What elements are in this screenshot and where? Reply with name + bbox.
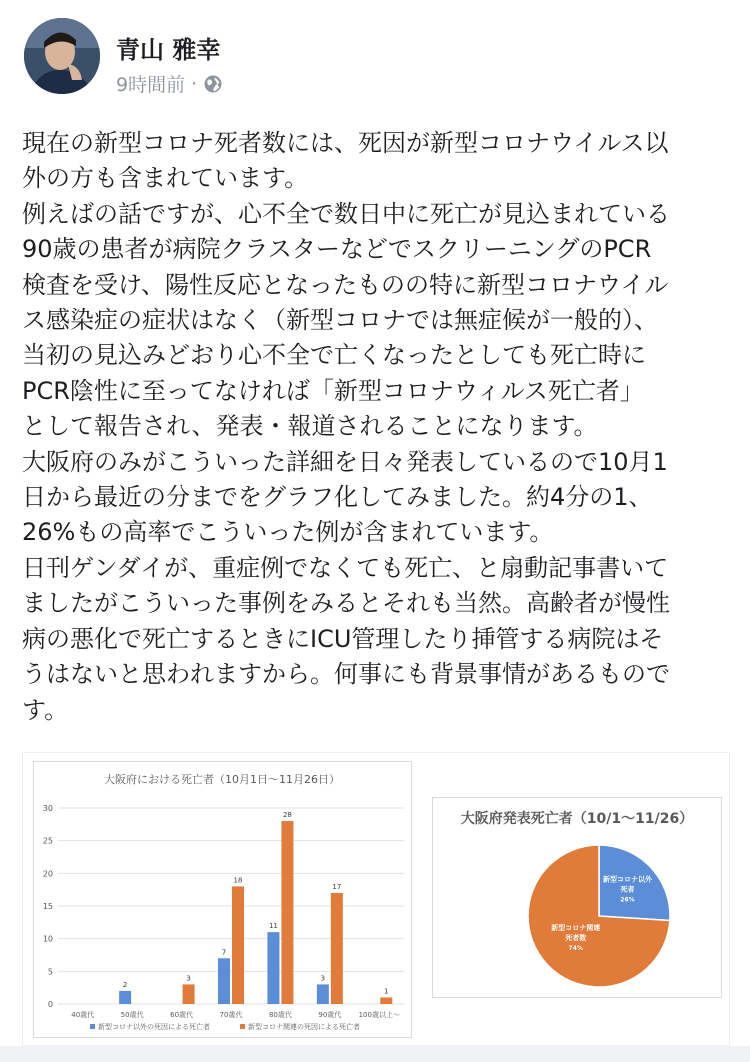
y-tick-label: 0 [47, 1000, 53, 1009]
bar [331, 893, 343, 1004]
legend-label: 新型コロナ関連の死因による死亡者 [248, 1023, 360, 1031]
pie-chart [433, 798, 721, 997]
bar-data-label: 2 [122, 980, 128, 989]
bar [267, 932, 279, 1004]
y-tick-label: 15 [42, 902, 53, 911]
bar-data-label: 7 [221, 948, 227, 957]
bar-chart [34, 762, 411, 1037]
x-tick-label: 50歳代 [120, 1011, 144, 1019]
avatar-photo [24, 18, 100, 94]
bar-data-label: 18 [233, 876, 243, 885]
bar [218, 958, 230, 1004]
pie-pct-label: 26% [620, 896, 635, 904]
y-tick-label: 25 [42, 836, 53, 846]
bar [317, 984, 329, 1004]
post-meta [116, 70, 223, 97]
post-header [24, 18, 724, 98]
avatar[interactable] [24, 18, 100, 94]
x-tick-label: 60歳代 [170, 1011, 194, 1019]
x-tick-label: 40歳代 [71, 1011, 95, 1019]
bar-chart-title: 大阪府における死亡者（10月1日～11月26日） [104, 773, 340, 786]
bar-chart-image[interactable] [33, 761, 412, 1038]
pie-chart-image[interactable] [432, 797, 722, 998]
legend-label: 新型コロナ以外の死因による死亡者 [98, 1023, 210, 1031]
bar [281, 821, 293, 1004]
pie-label: 死者 [620, 885, 635, 894]
x-tick-label: 90歳代 [318, 1011, 342, 1019]
x-tick-label: 100歳以上～ [358, 1011, 400, 1019]
bar [119, 991, 131, 1004]
y-tick-label: 5 [47, 967, 53, 977]
pie-label: 新型コロナ関連 [551, 923, 601, 932]
post-time[interactable]: 9時間前 [116, 74, 186, 96]
meta-separator: · [191, 72, 198, 95]
feed-divider [0, 1046, 750, 1062]
globe-icon[interactable] [203, 74, 223, 94]
x-tick-label: 70歳代 [219, 1011, 243, 1019]
y-tick-label: 30 [42, 804, 53, 813]
pie-label: 新型コロナ以外 [602, 875, 652, 884]
pie-pct-label: 74% [568, 944, 583, 952]
bar-data-label: 17 [332, 882, 342, 891]
legend-swatch [240, 1024, 245, 1029]
bar [380, 997, 392, 1004]
bar-data-label: 28 [282, 811, 292, 820]
pie-label: 死者数 [565, 933, 587, 942]
post-images[interactable] [22, 752, 730, 1046]
y-tick-label: 20 [42, 869, 53, 879]
legend-swatch [90, 1024, 95, 1029]
bar [183, 984, 195, 1004]
bar-data-label: 3 [320, 974, 326, 983]
bar [232, 886, 244, 1004]
pie-chart-title: 大阪府発表死亡者（10/1～11/26） [460, 811, 694, 827]
bar-data-label: 11 [268, 922, 278, 931]
y-tick-label: 10 [42, 934, 53, 944]
bar-data-label: 3 [186, 974, 191, 983]
post-body: 現在の新型コロナ死者数には、死因が新型コロナウイルス以 外の方も含まれています。 例えばの話ですが、心不全で数日中に死亡が見込まれている 90歳の患者が病院クラスターなどでスクリーニングのPCR 検査を受け、陽性反応となったものの特に新型コロナウイル ス感染症の症状はなく（新型コロナでは無症候が一般的）、 当初の見込みどおり心不全で亡くなったとしても死亡時に PCR陰性に至ってなければ「新型コロナウィルス死亡者」 として報告され、発表・報道されることになります。 大阪府のみがこういった詳細を日々発表しているので10月1 日から最近の分までをグラフ化してみました。約4分の1、 26%もの高率でこういった例が含まれています。 日刊ゲンダイが、重症例でなくても死亡、と扇動記事書いて ましたがこういった事例をみるとそれも当然。高齢者が慢性 病の悪化で死亡するときにICU管理したり挿管する病院はそ うはないと思われますから。何事にも背景事情があるもので す。 [22, 129, 670, 724]
author-name[interactable]: 青山 雅幸 [116, 36, 221, 64]
x-tick-label: 80歳代 [268, 1011, 292, 1019]
bar-data-label: 1 [384, 987, 389, 996]
